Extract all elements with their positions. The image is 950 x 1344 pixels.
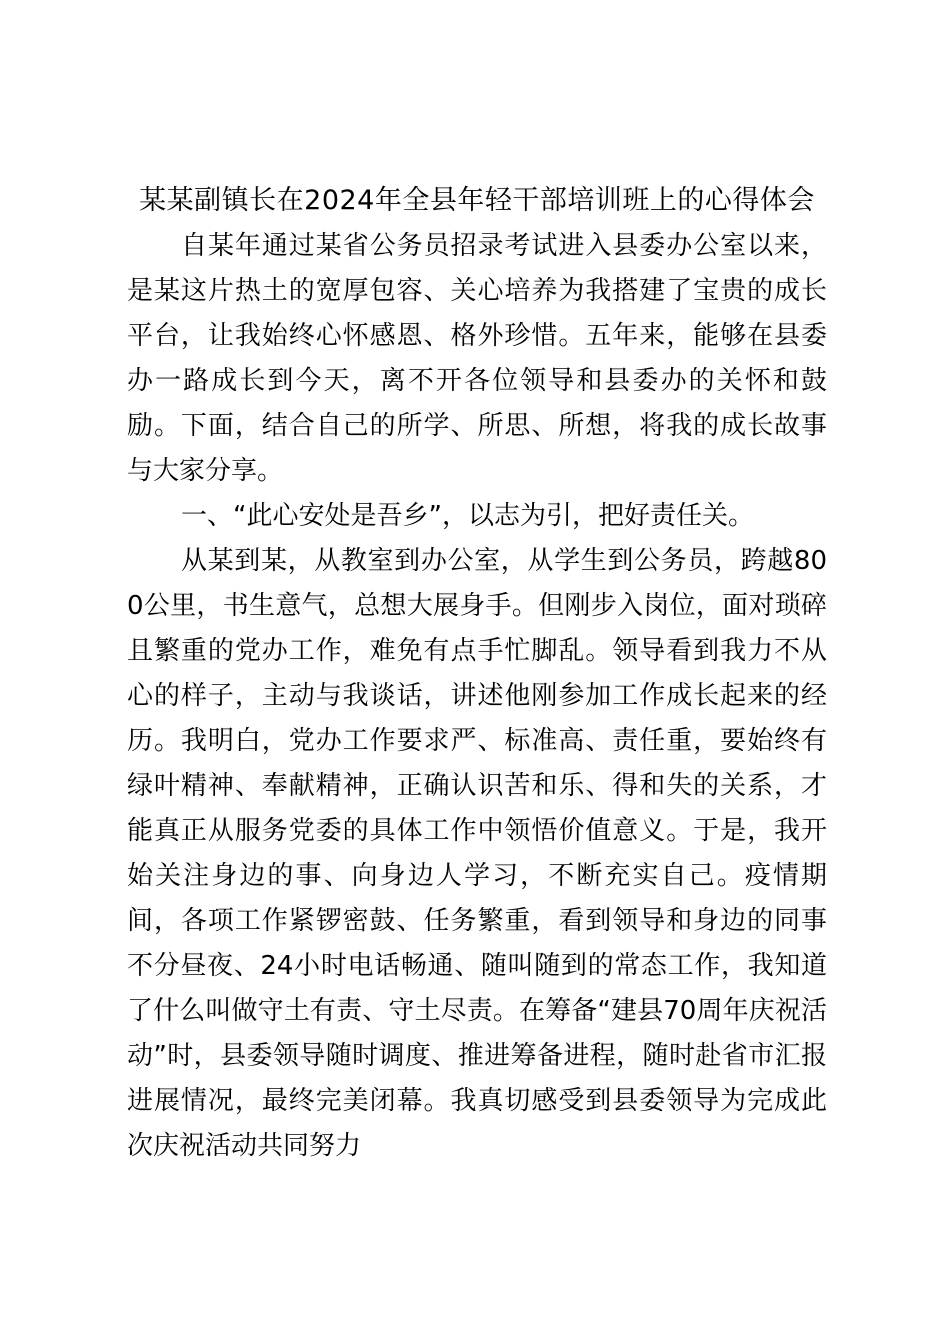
section-paragraph: 从某到某，从教室到办公室，从学生到公务员，跨越800公里，书生意气，总想大展身手。但刚步入岗位，面对琐碎且繁重的党办工作，难免有点手忙脚乱。领导看到我力不从心的样子，主动与我谈话，讲述他刚参加工作成长起来的经历。我明白，党办工作要求严、标准高、责任重，要始终有绿叶精神、奉献精神，正确认识苦和乐、得和失的关系，才能真正从服务党委的具体工作中领悟价值意义。于是，我开始关注身边的事、向身边人学习，不断充实自己。疫情期间，各项工作紧锣密鼓、任务繁重，看到领导和身边的同事不分昼夜、24小时电话畅通、随叫随到的常态工作，我知道了什么叫做守土有责、守土尽责。在筹备“建县70周年庆祝活动”时，县委领导随时调度、推进筹备进程，随时赴省市汇报进展情况，最终完美闭幕。我真切感受到县委领导为完成此次庆祝活动共同努力 <box>127 546 827 1161</box>
section-heading: 一、“此心安处是吾乡”，以志为引，把好责任关。 <box>181 501 754 531</box>
document-body <box>127 178 827 1169</box>
intro-paragraph: 自某年通过某省公务员招录考试进入县委办公室以来，是某这片热土的宽厚包容、关心培养为我搭建了宝贵的成长平台，让我始终心怀感恩、格外珍惜。五年来，能够在县委办一路成长到今天，离不开各位领导和县委办的关怀和鼓励。下面，结合自己的所学、所思、所想，将我的成长故事与大家分享。 <box>127 231 827 486</box>
document-title: 某某副镇长在2024年全县年轻干部培训班上的心得体会 <box>139 185 815 216</box>
